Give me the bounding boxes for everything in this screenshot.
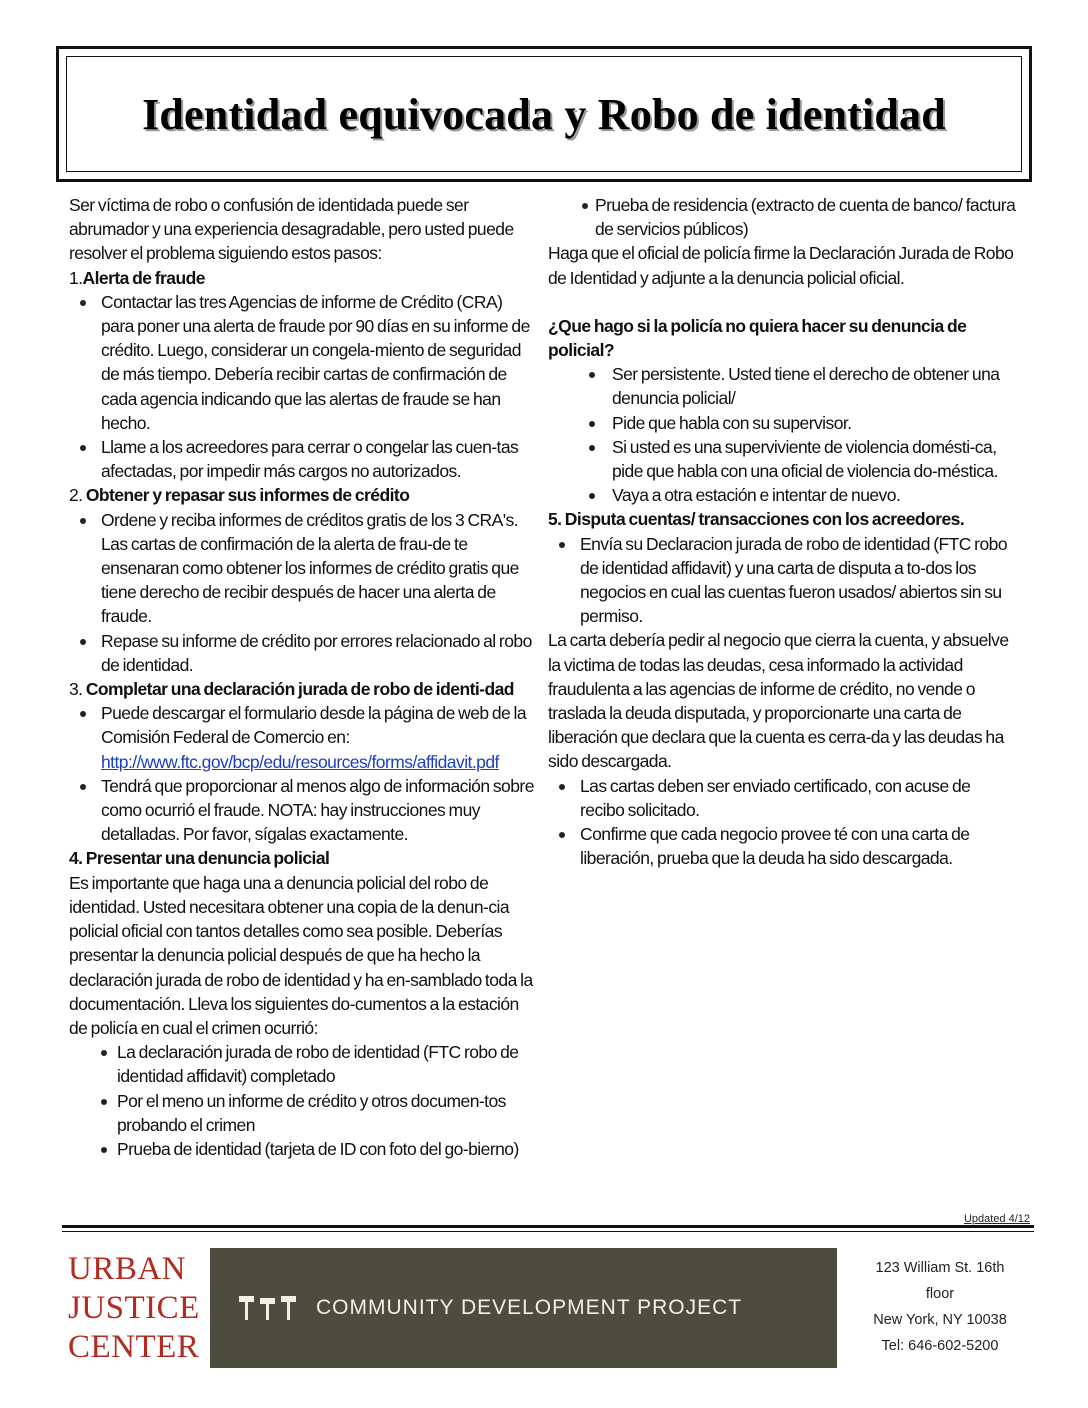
list-item: Prueba de identidad (tarjeta de ID con foto del go-bierno) [69, 1137, 537, 1161]
urban-justice-center-logo: URBAN JUSTICE CENTER [68, 1251, 200, 1365]
list-item: Confirme que cada negocio provee té con una carta de liberación, prueba que la deuda ha sido descargada. [548, 822, 1018, 870]
spacer [548, 290, 1018, 314]
list-item: Vaya a otra estación e intentar de nuevo. [548, 483, 1018, 507]
police-question-list [548, 362, 1018, 507]
bullet-icon [589, 445, 595, 451]
bullet-icon [589, 493, 595, 499]
bullet-icon [80, 784, 86, 790]
address-block: 123 William St. 16th floor New York, NY 10038 Tel: 646-602-5200 [873, 1260, 1007, 1354]
page-title: Identidad equivocada y Robo de identidad [142, 89, 946, 139]
police-question-heading: ¿Que hago si la policía no quiera hacer su denuncia de policial? [548, 315, 967, 361]
title-box [56, 46, 1032, 182]
section-1-list [69, 290, 537, 484]
bullet-icon [559, 832, 565, 838]
bullet-icon [101, 1147, 107, 1153]
footer-divider [62, 1225, 1034, 1228]
bullet-icon [80, 639, 86, 645]
right-column [548, 193, 1018, 870]
title-box-inner [66, 56, 1022, 172]
left-column [69, 193, 537, 1161]
section-4-heading: 4. Presentar una denuncia policial [69, 848, 330, 869]
list-item: Tendrá que proporcionar al menos algo de información sobre como ocurrió el fraude. NOTA: hay instrucciones muy detalladas. Por favor, sígalas exactamente. [69, 774, 537, 847]
updated-date: Updated 4/12 [963, 1213, 1030, 1225]
list-item: Por el meno un informe de crédito y otros documen-tos probando el crimen [69, 1089, 537, 1137]
bullet-icon [559, 784, 565, 790]
list-item: Prueba de residencia (extracto de cuenta de banco/ factura de servicios públicos) [548, 193, 1018, 241]
list-item: Si usted es una superviviente de violencia domésti-ca, pide que habla con una oficial de violencia do-méstica. [548, 435, 1018, 483]
bullet-icon [80, 711, 86, 717]
list-item: Llame a los acreedores para cerrar o congelar las cuen-tas afectadas, por impedir más cargos no autorizados. [69, 435, 537, 483]
bullet-icon [80, 518, 86, 524]
bullet-icon [101, 1050, 107, 1056]
bullet-icon [582, 203, 588, 209]
footer-divider-thin [62, 1231, 1034, 1232]
section-4-list-continued [548, 193, 1018, 241]
final-list [548, 774, 1018, 871]
sign-paragraph: Haga que el oficial de policía firme la Declaración Jurada de Robo de Identidad y adjunte a la denuncia policial oficial. [548, 243, 1014, 288]
list-item: Las cartas deben ser enviado certificado, con acuse de recibo solicitado. [548, 774, 1018, 822]
section-3-heading: 3. Completar una declaración jurada de robo de identi-dad [69, 679, 514, 700]
section-3-list [69, 701, 537, 846]
section-5-list [548, 532, 1018, 629]
letter-paragraph: La carta debería pedir al negocio que cierra la cuenta, y absuelve la victima de todas las deudas, cesa informado la actividad fraudulenta a las agencias de informe de crédito, no vende o traslada la deuda disputada, y proporcionarte una carta de liberación que declara que la cuenta es cerra-da y las deudas ha sido descargada. [548, 630, 1009, 772]
intro-paragraph: Ser víctima de robo o confusión de identidada puede ser abrumador y una experiencia desagradable, pero usted puede resolver el problema siguiendo estos pasos: [69, 195, 514, 264]
list-item: Pide que habla con su supervisor. [548, 411, 1018, 435]
bullet-icon [80, 300, 86, 306]
cdp-banner [210, 1248, 837, 1368]
list-item: La declaración jurada de robo de identidad (FTC robo de identidad affidavit) completado [69, 1040, 537, 1088]
section-2-heading: 2. Obtener y repasar sus informes de crédito [69, 485, 410, 506]
list-item: Envía su Declaracion jurada de robo de identidad (FTC robo de identidad affidavit) y una carta de disputa a to-dos los negocios en cual las cuentas fueron usados/ abiertos sin su permiso. [548, 532, 1018, 629]
cdp-signs-icon [238, 1293, 298, 1323]
bullet-icon [101, 1099, 107, 1105]
section-4-list [69, 1040, 537, 1161]
bullet-icon [589, 421, 595, 427]
list-item: Ser persistente. Usted tiene el derecho de obtener una denuncia policial/ [548, 362, 1018, 410]
bullet-icon [589, 372, 595, 378]
section-5-heading: 5. Disputa cuentas/ transacciones con los acreedores. [548, 509, 965, 530]
bullet-icon [80, 445, 86, 451]
list-item: Repase su informe de crédito por errores relacionado al robo de identidad. [69, 629, 537, 677]
list-item: Puede descargar el formulario desde la página de web de la Comisión Federal de Comercio en: http://www.ftc.gov/bcp/edu/resources/forms/affidavit.pdf [69, 701, 537, 774]
section-2-list [69, 508, 537, 677]
section-4-paragraph: Es importante que haga una a denuncia policial del robo de identidad. Usted necesitara obtener una copia de la denun-cia policial oficial con tantos detalles como sea posible. Deberías presentar la denuncia policial después de que ha hecho la declaración jurada de robo de identidad y ha en-samblado toda la documentación. Lleva los siguientes do-cumentos a la estación de policía en cual el crimen ocurrió: [69, 872, 533, 1038]
list-item: Ordene y reciba informes de créditos gratis de los 3 CRA's. Las cartas de confirmación de la alerta de frau-de te ensenaran como obtener los informes de crédito gratis que tiene derecho de recibir después de hacer una alerta de fraude. [69, 508, 537, 629]
list-item: Contactar las tres Agencias de informe de Crédito (CRA) para poner una alerta de fraude por 90 días en su informe de crédito. Luego, considerar un congela-miento de seguridad de más tiempo. Debería recibir cartas de confirmación de cada agencia indicando que las alertas de fraude se han hecho. [69, 290, 537, 435]
ftc-affidavit-link[interactable]: http://www.ftc.gov/bcp/edu/resources/forms/affidavit.pdf [101, 751, 499, 772]
cdp-label: COMMUNITY DEVELOPMENT PROJECT [316, 1296, 743, 1319]
section-1-heading: 1.Alerta de fraude [69, 267, 205, 288]
bullet-icon [559, 542, 565, 548]
